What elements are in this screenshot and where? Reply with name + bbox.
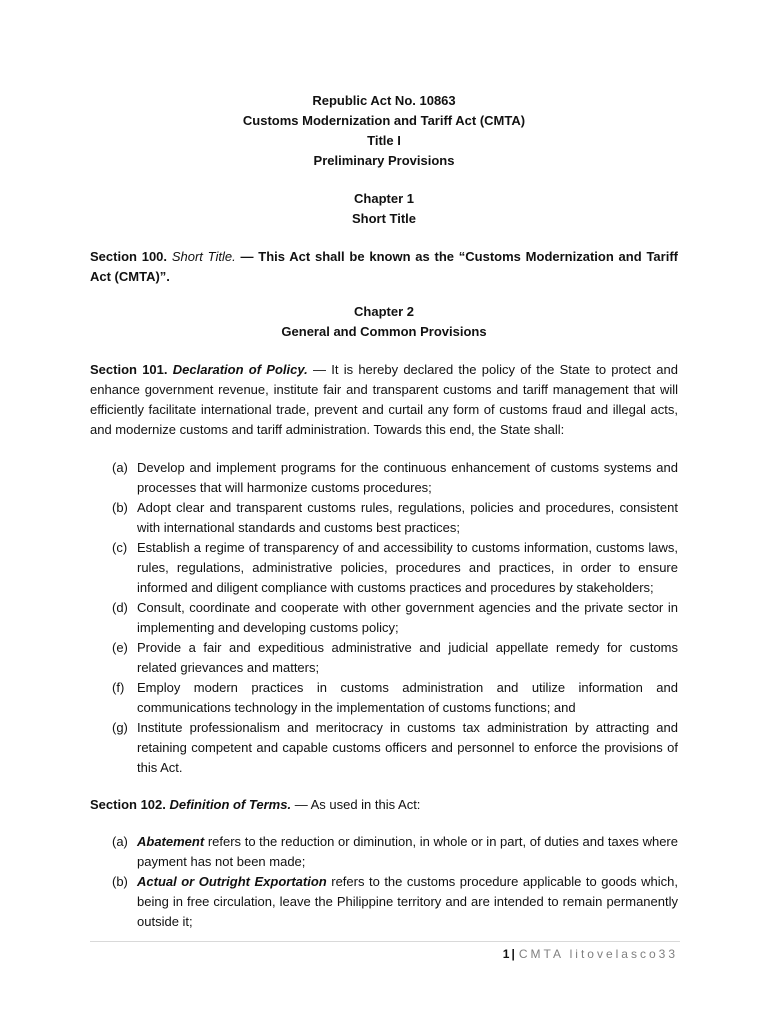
act-number: Republic Act No. 10863 <box>312 93 456 108</box>
page-footer <box>503 944 678 964</box>
chapter-1-number: Chapter 1 <box>354 191 414 206</box>
list-item <box>90 872 678 932</box>
list-item-label: (b) <box>112 874 128 889</box>
section-102-text: — As used in this Act: <box>291 797 421 812</box>
chapter-2-heading <box>90 302 678 342</box>
list-item <box>90 832 678 872</box>
chapter-1-name: Short Title <box>351 211 417 226</box>
list-item <box>90 638 678 678</box>
list-item-label: (b) <box>112 500 128 515</box>
list-item-text: Establish a regime of transparency of and accessibility to customs information, customs laws, rules, regulations, administrative policies, procedures and practices, in order to ensure informed and diligent compliance with customs practices and procedures by stakeholders; <box>137 540 678 595</box>
page-number: 1 <box>502 947 510 961</box>
title-number: Title I <box>367 133 401 148</box>
list-item-text: Institute professionalism and meritocracy in customs tax administration by attracting and retaining competent and capable customs officers and personnel to enforce the provisions of this Act. <box>137 720 678 775</box>
list-item-label: (g) <box>112 720 128 735</box>
definition-text: refers to the reduction or diminution, in whole or in part, of duties and taxes where payment has not been made; <box>137 834 678 869</box>
list-item-text: Consult, coordinate and cooperate with other government agencies and the private sector in implementing and developing customs policy; <box>137 600 678 635</box>
list-item-text: Adopt clear and transparent customs rules, regulations, policies and procedures, consistent with international standards and customs best practices; <box>137 500 678 535</box>
list-item-label: (d) <box>112 600 128 615</box>
footer-divider <box>90 941 680 942</box>
list-item-label: (e) <box>112 640 128 655</box>
section-100-number: Section 100. <box>90 249 168 264</box>
act-name: Customs Modernization and Tariff Act (CMTA) <box>242 113 526 128</box>
list-item <box>90 538 678 598</box>
section-100-text: — This Act shall be known as the “Customs Modernization and Tariff Act (CMTA)”. <box>90 249 678 284</box>
list-item <box>90 458 678 498</box>
list-item-text: Provide a fair and expeditious administrative and judicial appellate remedy for customs related grievances and matters; <box>137 640 678 675</box>
definitions-list <box>90 832 678 932</box>
section-102 <box>90 795 678 815</box>
list-item-text: Employ modern practices in customs administration and utilize information and communications technology in the implementation of customs functions; and <box>137 680 678 715</box>
footer-text: CMTA litovelasco33 <box>518 947 678 961</box>
definition-text: refers to the customs procedure applicable to goods which, being in free circulation, leave the Philippine territory and are intended to remain permanently outside it; <box>137 874 678 929</box>
section-101 <box>90 360 678 440</box>
policy-list <box>90 458 678 778</box>
section-101-text: — It is hereby declared the policy of the State to protect and enhance government revenue, institute fair and transparent customs and tariff management that will efficiently facilitate international trade, prevent and curtail any form of customs fraud and illegal acts, and modernize customs and tariff administration. Towards this end, the State shall: <box>90 362 678 437</box>
section-100 <box>90 247 678 287</box>
list-item-label: (a) <box>112 460 128 475</box>
document-body <box>90 91 678 932</box>
section-101-title: Declaration of Policy. <box>172 362 308 377</box>
section-102-title: Definition of Terms. <box>169 797 292 812</box>
list-item-label: (a) <box>112 834 128 849</box>
defined-term: Actual or Outright Exportation <box>137 874 327 889</box>
section-101-number: Section 101. <box>90 362 168 377</box>
defined-term: Abatement <box>137 834 205 849</box>
document-heading <box>90 91 678 171</box>
list-item-text: Develop and implement programs for the continuous enhancement of customs systems and processes that will harmonize customs procedures; <box>137 460 678 495</box>
section-100-title: Short Title. <box>171 249 236 264</box>
list-item <box>90 678 678 718</box>
list-item <box>90 498 678 538</box>
list-item <box>90 598 678 638</box>
chapter-2-number: Chapter 2 <box>354 304 414 319</box>
list-item-label: (f) <box>112 680 125 695</box>
chapter-2-name: General and Common Provisions <box>281 324 487 339</box>
list-item-label: (c) <box>112 540 128 555</box>
section-102-number: Section 102. <box>90 797 166 812</box>
list-item <box>90 718 678 778</box>
chapter-1-heading <box>90 189 678 229</box>
footer-separator: | <box>511 947 515 961</box>
title-name: Preliminary Provisions <box>313 153 455 168</box>
